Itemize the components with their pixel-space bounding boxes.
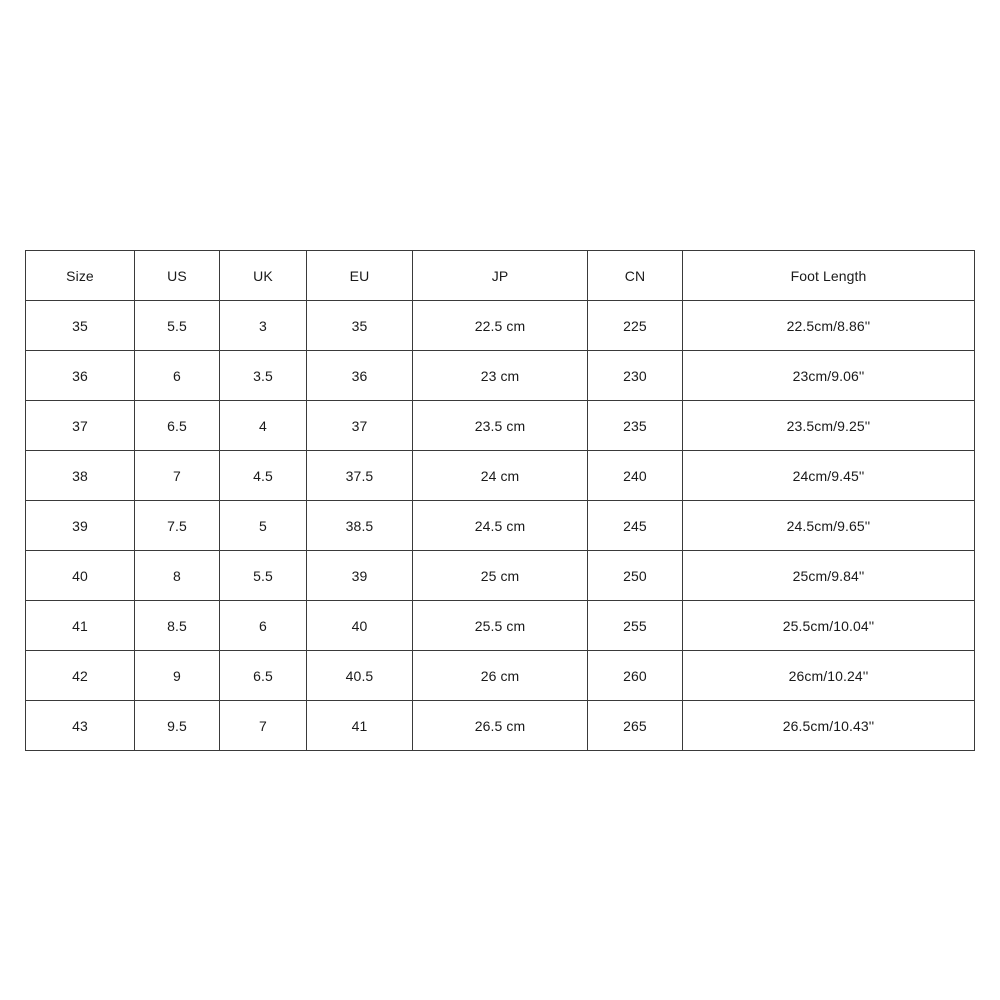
cell-us: 9 (135, 651, 220, 701)
header-foot-length: Foot Length (683, 251, 975, 301)
cell-uk: 6 (220, 601, 307, 651)
cell-foot-length: 24.5cm/9.65'' (683, 501, 975, 551)
cell-eu: 37.5 (307, 451, 413, 501)
cell-uk: 5 (220, 501, 307, 551)
cell-uk: 4.5 (220, 451, 307, 501)
table-row (26, 701, 975, 751)
table-header (26, 251, 975, 301)
cell-us: 5.5 (135, 301, 220, 351)
cell-jp: 23.5 cm (413, 401, 588, 451)
cell-cn: 245 (588, 501, 683, 551)
cell-jp: 25 cm (413, 551, 588, 601)
cell-cn: 225 (588, 301, 683, 351)
cell-jp: 22.5 cm (413, 301, 588, 351)
cell-us: 7 (135, 451, 220, 501)
cell-size: 40 (26, 551, 135, 601)
cell-size: 41 (26, 601, 135, 651)
cell-foot-length: 25.5cm/10.04'' (683, 601, 975, 651)
table-row (26, 601, 975, 651)
cell-size: 36 (26, 351, 135, 401)
cell-cn: 250 (588, 551, 683, 601)
table-row (26, 351, 975, 401)
table-body (26, 301, 975, 751)
header-jp: JP (413, 251, 588, 301)
table-row (26, 301, 975, 351)
cell-jp: 25.5 cm (413, 601, 588, 651)
cell-foot-length: 23.5cm/9.25'' (683, 401, 975, 451)
table-row (26, 451, 975, 501)
cell-size: 43 (26, 701, 135, 751)
cell-foot-length: 26cm/10.24'' (683, 651, 975, 701)
cell-us: 8.5 (135, 601, 220, 651)
cell-jp: 26.5 cm (413, 701, 588, 751)
cell-us: 6.5 (135, 401, 220, 451)
cell-foot-length: 23cm/9.06'' (683, 351, 975, 401)
cell-cn: 230 (588, 351, 683, 401)
cell-eu: 36 (307, 351, 413, 401)
cell-size: 35 (26, 301, 135, 351)
cell-cn: 260 (588, 651, 683, 701)
cell-foot-length: 26.5cm/10.43'' (683, 701, 975, 751)
header-us: US (135, 251, 220, 301)
cell-foot-length: 25cm/9.84'' (683, 551, 975, 601)
cell-foot-length: 22.5cm/8.86'' (683, 301, 975, 351)
cell-cn: 235 (588, 401, 683, 451)
cell-cn: 255 (588, 601, 683, 651)
cell-us: 8 (135, 551, 220, 601)
cell-size: 38 (26, 451, 135, 501)
cell-eu: 35 (307, 301, 413, 351)
table-row (26, 551, 975, 601)
cell-size: 42 (26, 651, 135, 701)
cell-jp: 23 cm (413, 351, 588, 401)
header-size: Size (26, 251, 135, 301)
cell-eu: 38.5 (307, 501, 413, 551)
header-uk: UK (220, 251, 307, 301)
header-eu: EU (307, 251, 413, 301)
cell-jp: 24 cm (413, 451, 588, 501)
cell-eu: 37 (307, 401, 413, 451)
cell-uk: 3.5 (220, 351, 307, 401)
cell-uk: 7 (220, 701, 307, 751)
cell-size: 39 (26, 501, 135, 551)
cell-uk: 5.5 (220, 551, 307, 601)
cell-us: 6 (135, 351, 220, 401)
cell-cn: 240 (588, 451, 683, 501)
cell-jp: 26 cm (413, 651, 588, 701)
header-row (26, 251, 975, 301)
cell-uk: 3 (220, 301, 307, 351)
cell-eu: 39 (307, 551, 413, 601)
cell-us: 9.5 (135, 701, 220, 751)
cell-eu: 41 (307, 701, 413, 751)
cell-uk: 6.5 (220, 651, 307, 701)
cell-foot-length: 24cm/9.45'' (683, 451, 975, 501)
cell-eu: 40.5 (307, 651, 413, 701)
cell-eu: 40 (307, 601, 413, 651)
cell-size: 37 (26, 401, 135, 451)
table-row (26, 651, 975, 701)
size-chart-table (25, 250, 975, 751)
table-row (26, 401, 975, 451)
cell-uk: 4 (220, 401, 307, 451)
header-cn: CN (588, 251, 683, 301)
cell-cn: 265 (588, 701, 683, 751)
cell-jp: 24.5 cm (413, 501, 588, 551)
cell-us: 7.5 (135, 501, 220, 551)
table-row (26, 501, 975, 551)
